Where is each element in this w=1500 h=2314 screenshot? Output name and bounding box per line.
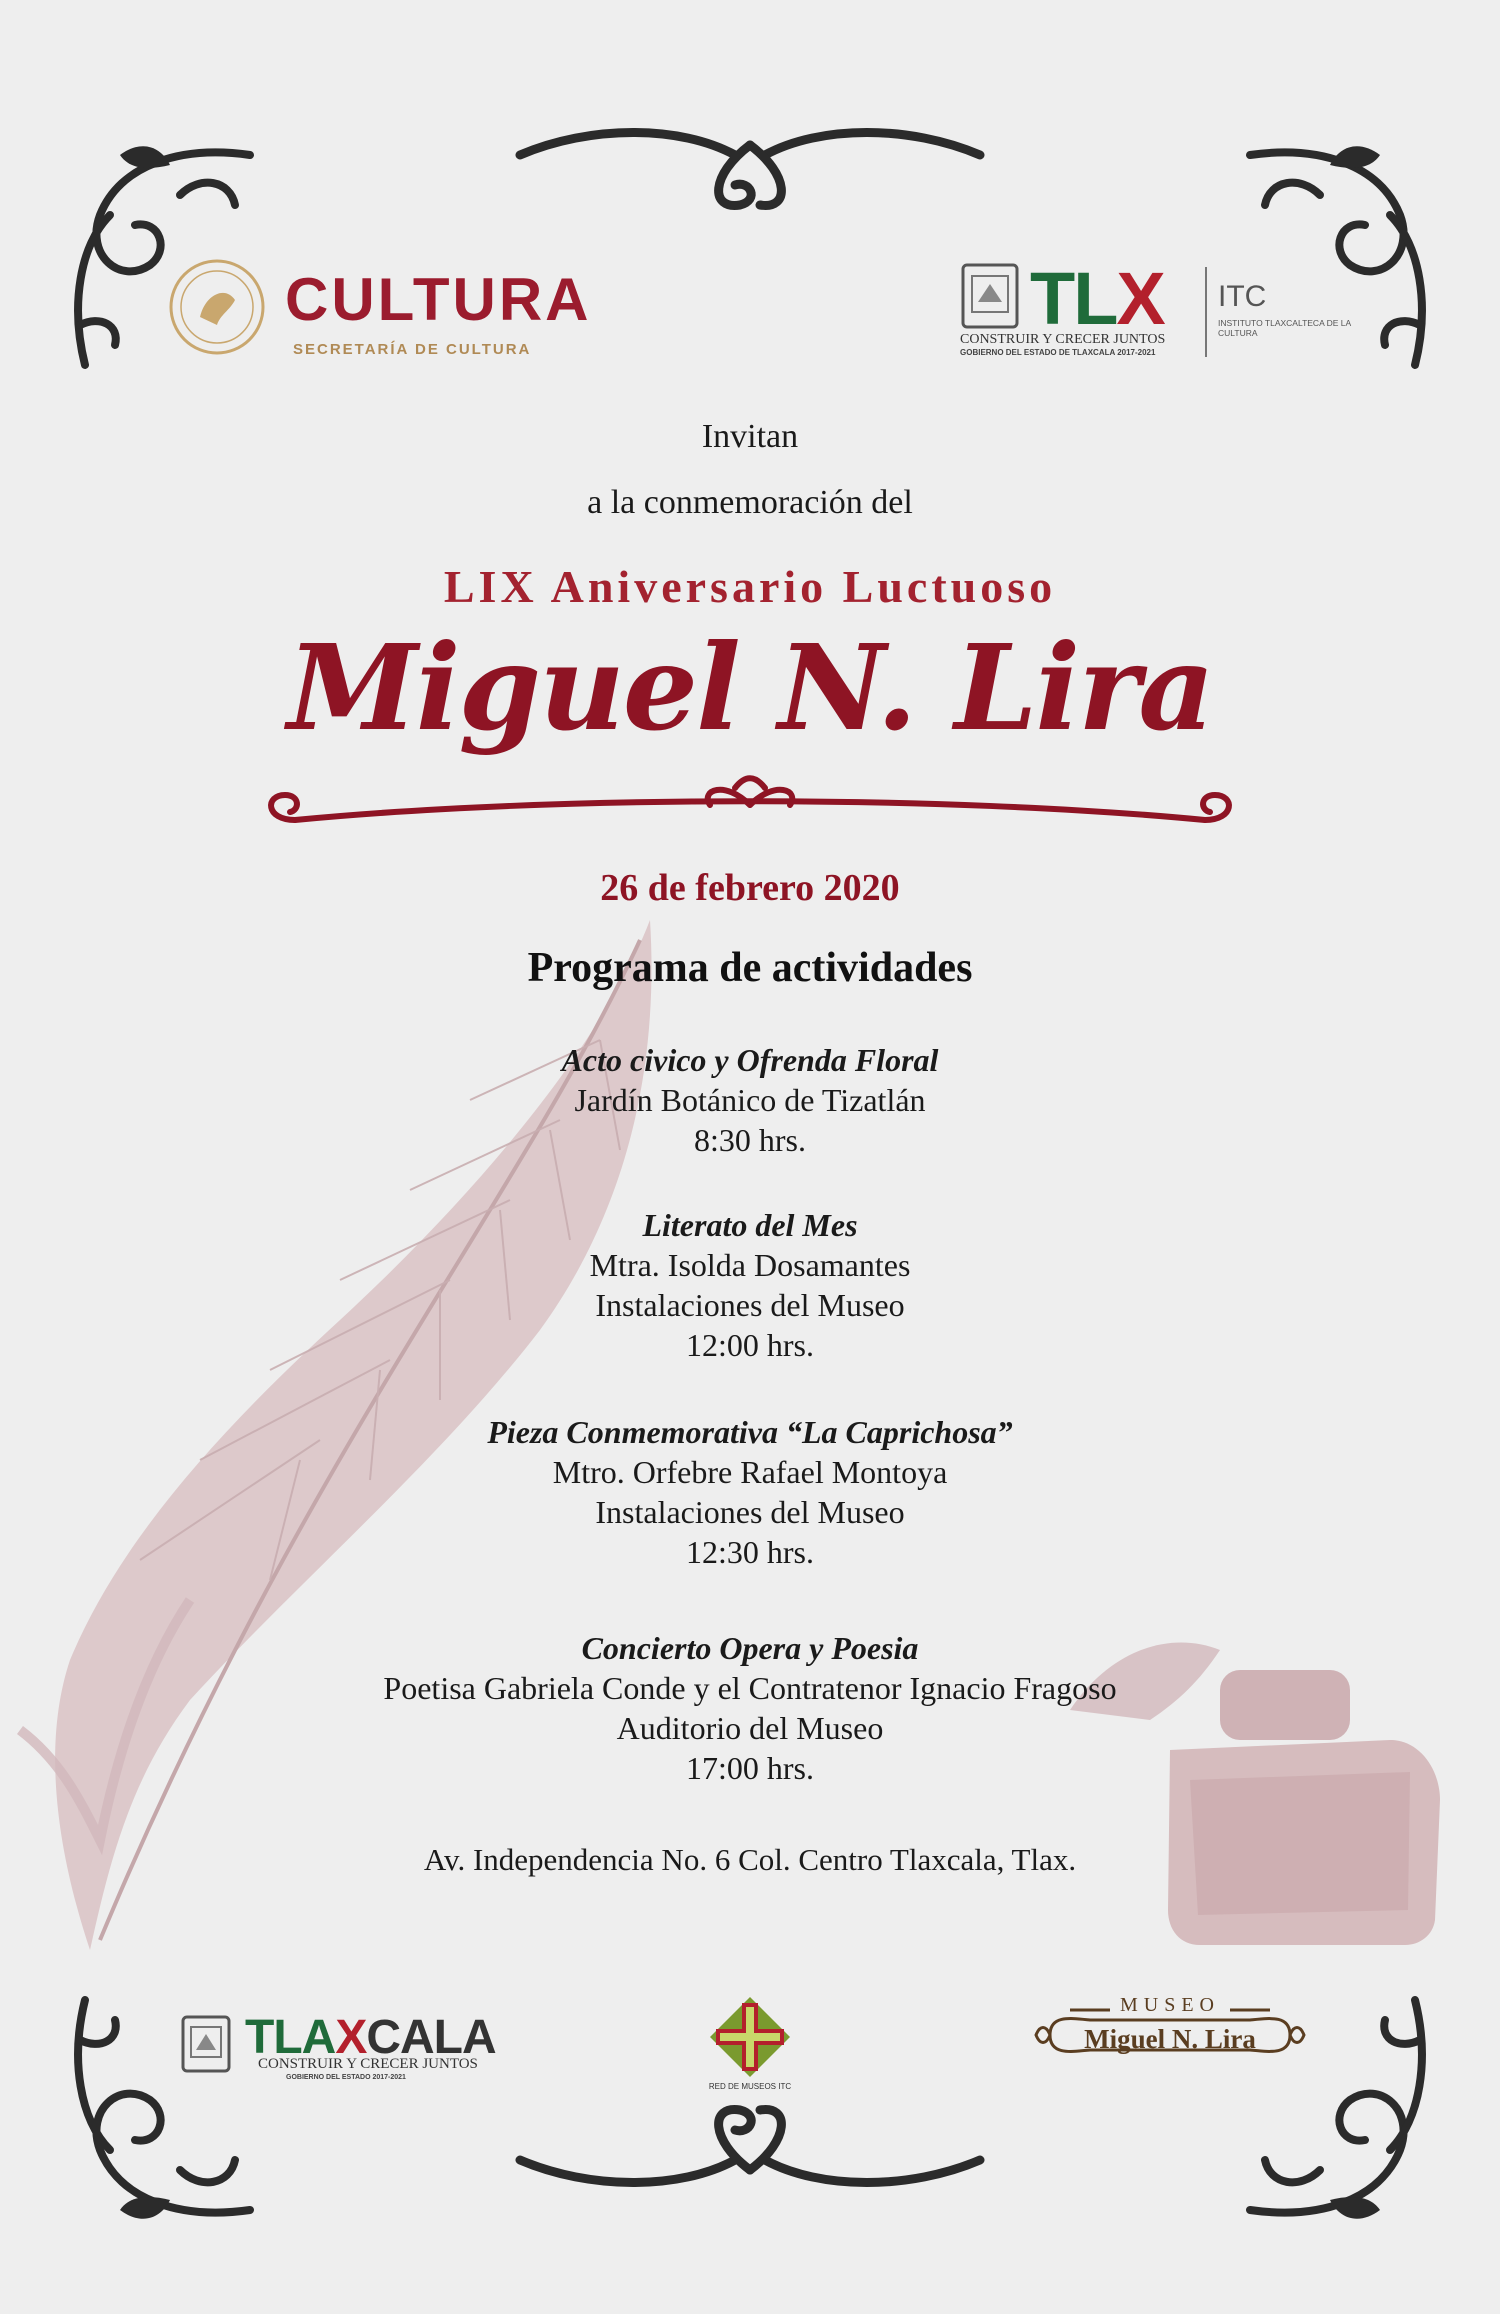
invite-line-1: Invitan	[701, 418, 799, 455]
event-date: 26 de febrero 2020	[600, 867, 900, 909]
invite-line-2: a la conmemoración del	[587, 484, 913, 521]
activity-line: 8:30 hrs.	[694, 1122, 806, 1158]
tlaxcala-shield-icon	[960, 262, 1020, 335]
top-scroll-ornament-icon	[510, 115, 990, 215]
red-museos-logo	[700, 1995, 800, 2095]
activity-item	[0, 1412, 1500, 1572]
tlx-subtitle: CONSTRUIR Y CRECER JUNTOS	[960, 332, 1166, 347]
logo-divider	[1205, 267, 1207, 357]
activity-item	[0, 1205, 1500, 1365]
activity-line: Poetisa Gabriela Conde y el Contratenor Ignacio Fragoso	[383, 1670, 1117, 1706]
activity-item	[0, 1040, 1500, 1160]
activity-line: Jardín Botánico de Tizatlán	[574, 1082, 926, 1118]
activity-title: Acto civico y Ofrenda Floral	[561, 1042, 939, 1078]
activity-line: Instalaciones del Museo	[595, 1287, 905, 1323]
tlx-wordmark: TLX	[1030, 257, 1164, 340]
itc-wordmark: ITC	[1218, 280, 1267, 313]
museo-logo	[1030, 1990, 1310, 2080]
activity-line: Auditorio del Museo	[616, 1710, 884, 1746]
anniversary-heading: LIX Aniversario Luctuoso	[443, 561, 1057, 612]
program-title: Programa de actividades	[527, 945, 973, 991]
activity-line: Instalaciones del Museo	[595, 1494, 905, 1530]
cultura-subtitle: SECRETARÍA DE CULTURA	[293, 341, 532, 358]
museo-name: Miguel N. Lira	[1084, 2024, 1256, 2054]
tlaxcala-subtitle-2: GOBIERNO DEL ESTADO 2017-2021	[286, 2074, 406, 2081]
red-museos-label: RED DE MUSEOS ITC	[708, 2082, 792, 2091]
activity-line: 12:00 hrs.	[686, 1327, 814, 1363]
tlx-itc-logo	[960, 257, 1360, 362]
cultura-wordmark: CULTURA	[285, 266, 592, 333]
activity-line: Mtro. Orfebre Rafael Montoya	[552, 1454, 948, 1490]
tlaxcala-subtitle: CONSTRUIR Y CRECER JUNTOS	[258, 2056, 478, 2072]
tlx-subtitle-2: GOBIERNO DEL ESTADO DE TLAXCALA 2017-2021	[960, 348, 1156, 357]
tlaxcala-wordmark: TLAXCALA	[245, 2011, 496, 2064]
activity-title: Literato del Mes	[642, 1207, 858, 1243]
activity-item	[0, 1628, 1500, 1788]
tlaxcala-shield-icon	[180, 2014, 232, 2079]
cultura-logo	[165, 265, 665, 365]
red-museos-icon	[708, 1995, 792, 2084]
mexican-seal-icon	[165, 255, 270, 365]
activity-title: Concierto Opera y Poesia	[581, 1630, 919, 1666]
name-underline-flourish-icon	[255, 760, 1245, 860]
honoree-name: Miguel N. Lira	[287, 618, 1213, 757]
bottom-scroll-ornament-icon	[510, 2100, 990, 2200]
itc-subtitle: INSTITUTO TLAXCALTECA DE LA CULTURA	[1218, 318, 1351, 338]
event-address: Av. Independencia No. 6 Col. Centro Tlaxcala, Tlax.	[423, 1842, 1077, 1877]
activity-line: 17:00 hrs.	[686, 1750, 814, 1786]
activity-line: Mtra. Isolda Dosamantes	[589, 1247, 911, 1283]
activity-line: 12:30 hrs.	[686, 1534, 814, 1570]
tlaxcala-logo	[180, 2011, 540, 2088]
activity-title: Pieza Conmemorativa “La Caprichosa”	[487, 1414, 1013, 1450]
museo-label: MUSEO	[1119, 1994, 1220, 2016]
